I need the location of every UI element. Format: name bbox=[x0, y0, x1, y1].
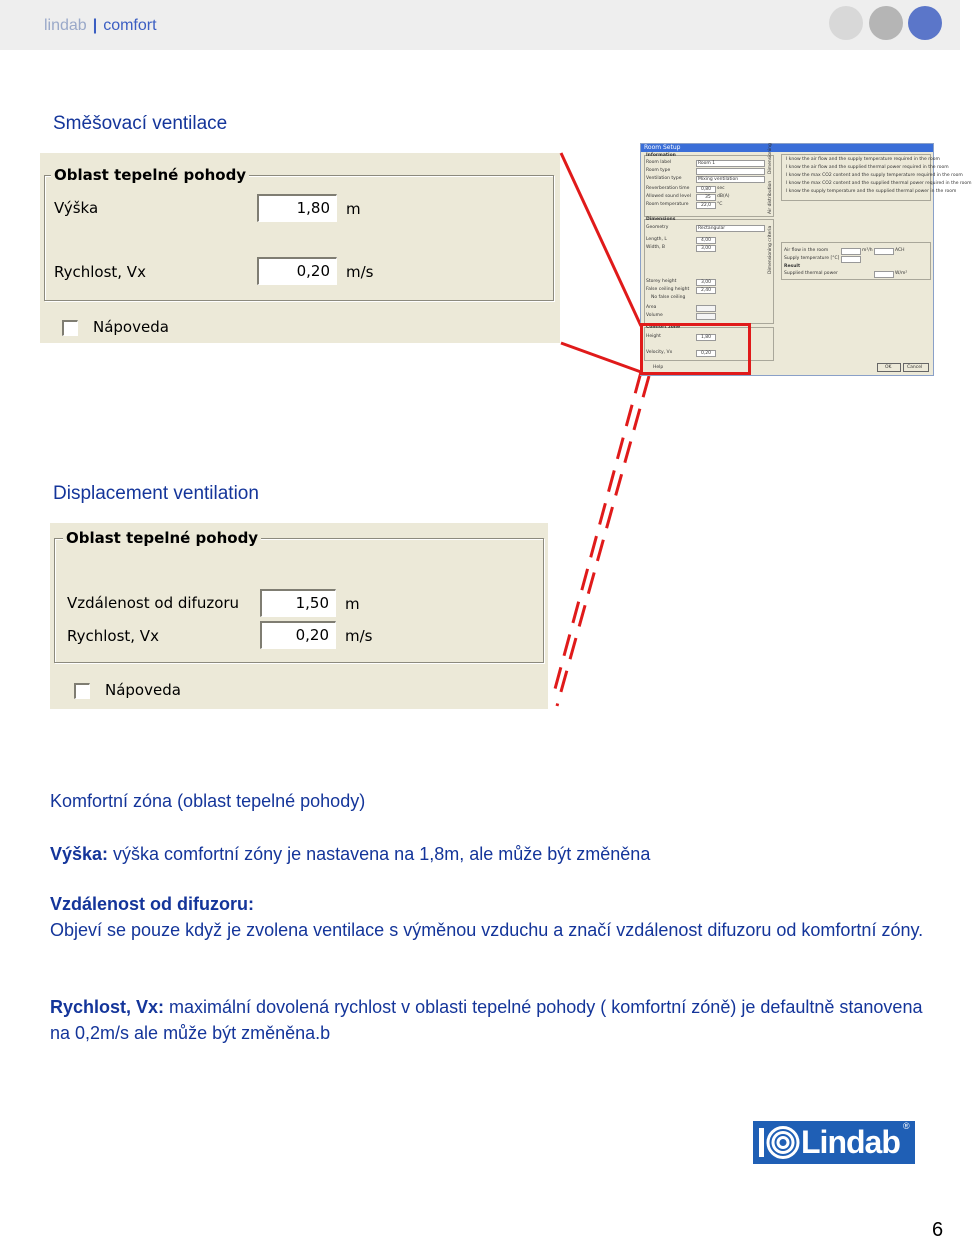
option-4[interactable]: I know the max CO2 content and the supplied thermal power required in the room bbox=[786, 181, 972, 186]
room-label-value: Room 1 bbox=[698, 161, 716, 166]
comfort-zone-title: Comfort zone bbox=[646, 325, 681, 330]
area: Area bbox=[646, 305, 657, 310]
area-field bbox=[696, 305, 716, 312]
dashed-line-right bbox=[557, 376, 649, 706]
temperature-field[interactable] bbox=[696, 202, 716, 209]
sound-value: 35 bbox=[705, 195, 711, 200]
sound-level: Allowed sound level bbox=[646, 194, 691, 199]
displacement-speed-unit: m/s bbox=[345, 627, 373, 645]
height-label: Výška bbox=[54, 199, 99, 217]
false-ceiling-height: False ceiling height bbox=[646, 287, 690, 292]
brand-separator: | bbox=[92, 17, 98, 34]
logo-registered-mark: ® bbox=[903, 1121, 910, 1131]
vertical-tab-3[interactable]: Dimensioning criteria bbox=[768, 225, 773, 274]
storey-height: Storey height bbox=[646, 279, 677, 284]
temperature-unit: °C bbox=[717, 202, 723, 207]
section-heading: Komfortní zóna (oblast tepelné pohody) bbox=[50, 791, 366, 811]
room-temperature: Room temperature bbox=[646, 202, 689, 207]
air-flow-field[interactable] bbox=[841, 248, 861, 255]
height-field[interactable]: 1,80 bbox=[257, 194, 337, 222]
length: Length, L bbox=[646, 237, 667, 242]
speed-text: maximální dovolená rychlost v oblasti tepelné pohody ( komfortní zóně) je defaultně stanovena na 0,2m/s ale může být změněna.b bbox=[50, 997, 923, 1043]
cancel-button[interactable] bbox=[903, 363, 929, 372]
cz-height: Height bbox=[646, 334, 661, 339]
option-2[interactable]: I know the air flow and the supplied thermal power required in the room bbox=[786, 165, 949, 170]
velocity: Velocity, Vx bbox=[646, 350, 673, 355]
distance-text: Objeví se pouze když je zvolena ventilace s výměnou vzduchu a značí vzdálenost difuzoru od komfortní zóny. bbox=[50, 920, 924, 940]
distance-unit: m bbox=[345, 595, 360, 613]
geometry: Geometry bbox=[646, 225, 669, 230]
option-5[interactable]: I know the supply temperature and the supplied thermal power in the room bbox=[786, 189, 957, 194]
width: Width, B bbox=[646, 245, 666, 250]
volume: Volume bbox=[646, 313, 663, 318]
room-type-field[interactable] bbox=[696, 168, 765, 175]
connector-line-bottom bbox=[561, 343, 641, 372]
reverberation-field[interactable] bbox=[696, 186, 716, 193]
lindab-logo-mark bbox=[757, 1124, 801, 1161]
air-flow: Air flow in the room bbox=[784, 248, 829, 253]
connector-line-top bbox=[561, 153, 641, 326]
reverberation-time: Reverberation time bbox=[646, 186, 690, 191]
room-label: Room label bbox=[646, 160, 672, 165]
dimensions-title: Dimensions bbox=[646, 217, 676, 222]
displacement-speed-label: Rychlost, Vx bbox=[67, 627, 159, 645]
speed-label: Rychlost, Vx bbox=[54, 263, 146, 281]
brand-name: lindab bbox=[44, 17, 87, 34]
ok-button[interactable] bbox=[877, 363, 901, 372]
storey-value: 3,00 bbox=[701, 280, 712, 285]
supply-temp: Supply temperature [°C] bbox=[784, 256, 840, 261]
mixing-group-title: Oblast tepelné pohody bbox=[51, 166, 249, 184]
ventilation-type-value: Mixing ventilation bbox=[698, 177, 739, 182]
height-unit: m bbox=[346, 200, 361, 218]
comfort-zone-highlight bbox=[640, 323, 751, 375]
distance-term: Vzdálenost od difuzoru: bbox=[50, 894, 254, 914]
reverberation-value: 0,80 bbox=[701, 187, 712, 192]
height-term: Výška: bbox=[50, 844, 109, 864]
supplied-power: Supplied thermal power bbox=[784, 271, 838, 276]
length-value: 4,00 bbox=[701, 238, 712, 243]
storey-field[interactable] bbox=[696, 279, 716, 286]
info-title: Information bbox=[646, 153, 676, 158]
option-1[interactable]: I know the air flow and the supply temperature required in the room bbox=[786, 157, 940, 162]
cancel-label: Cancel bbox=[907, 365, 923, 370]
width-field[interactable] bbox=[696, 245, 716, 252]
room-type: Room type bbox=[646, 168, 671, 173]
speed-field[interactable]: 0,20 bbox=[257, 257, 337, 285]
displacement-speed-field[interactable]: 0,20 bbox=[260, 621, 336, 649]
false-ceiling-field[interactable] bbox=[696, 287, 716, 294]
power-unit: W/m² bbox=[895, 271, 908, 276]
paragraph-height bbox=[50, 841, 930, 867]
speed-unit: m/s bbox=[346, 263, 374, 281]
displacement-help-label: Nápoveda bbox=[105, 681, 181, 699]
velocity-value: 0,20 bbox=[701, 351, 712, 356]
paragraph-speed bbox=[50, 994, 930, 1046]
width-value: 3,00 bbox=[701, 246, 712, 251]
sound-unit: dB(A) bbox=[717, 194, 730, 199]
sound-field[interactable] bbox=[696, 194, 716, 201]
supplied-power-field bbox=[874, 271, 894, 278]
section-name: comfort bbox=[103, 17, 157, 34]
geometry-value: Rectangular bbox=[698, 226, 726, 231]
cz-height-value: 1,80 bbox=[701, 335, 712, 340]
help-check[interactable]: Help bbox=[653, 365, 664, 370]
option-3[interactable]: I know the max CO2 content and the supply temperature required in the room bbox=[786, 173, 963, 178]
displacement-title: Displacement ventilation bbox=[53, 483, 259, 504]
mixing-title: Směšovací ventilace bbox=[53, 113, 228, 134]
no-false-ceiling[interactable]: No false ceiling bbox=[651, 295, 686, 300]
geometry-field[interactable] bbox=[696, 225, 765, 232]
ventilation-type: Ventilation type bbox=[646, 176, 682, 181]
speed-term: Rychlost, Vx: bbox=[50, 997, 165, 1017]
ventilation-type-field[interactable] bbox=[696, 176, 765, 183]
reverberation-unit: sec bbox=[717, 186, 725, 191]
displacement-group-title: Oblast tepelné pohody bbox=[63, 529, 261, 547]
vertical-tab-2[interactable]: Air distribution bbox=[768, 180, 773, 214]
displacement-panel bbox=[50, 523, 548, 709]
result-title: Result bbox=[784, 264, 801, 269]
length-field[interactable] bbox=[696, 237, 716, 244]
supply-temp-field[interactable] bbox=[841, 256, 861, 263]
air-flow-unit: m³/h bbox=[862, 248, 873, 253]
paragraph-distance bbox=[50, 891, 930, 943]
height-text: výška comfortní zóny je nastavena na 1,8m, ale může být změněna bbox=[108, 844, 651, 864]
volume-field bbox=[696, 313, 716, 320]
room-setup-titlebar: Room Setup bbox=[641, 144, 933, 152]
distance-field[interactable]: 1,50 bbox=[260, 589, 336, 617]
ach-field[interactable] bbox=[874, 248, 894, 255]
vertical-tab-1[interactable]: Dimensioning bbox=[768, 143, 773, 174]
displacement-help-checkbox[interactable] bbox=[74, 683, 90, 699]
distance-label: Vzdálenost od difuzoru bbox=[67, 594, 240, 612]
temperature-value: 22,0 bbox=[701, 203, 712, 208]
ach-unit: ACH bbox=[895, 248, 905, 253]
room-label-field[interactable] bbox=[696, 160, 765, 167]
logo-wordmark: Lindab bbox=[801, 1124, 900, 1160]
page-number: 6 bbox=[932, 1219, 944, 1241]
dashed-line-left bbox=[552, 372, 641, 700]
false-ceiling-value: 2,40 bbox=[701, 288, 712, 293]
ok-label: OK bbox=[885, 365, 892, 370]
help-label: Nápoveda bbox=[93, 318, 169, 336]
lindab-logo bbox=[753, 1121, 915, 1164]
